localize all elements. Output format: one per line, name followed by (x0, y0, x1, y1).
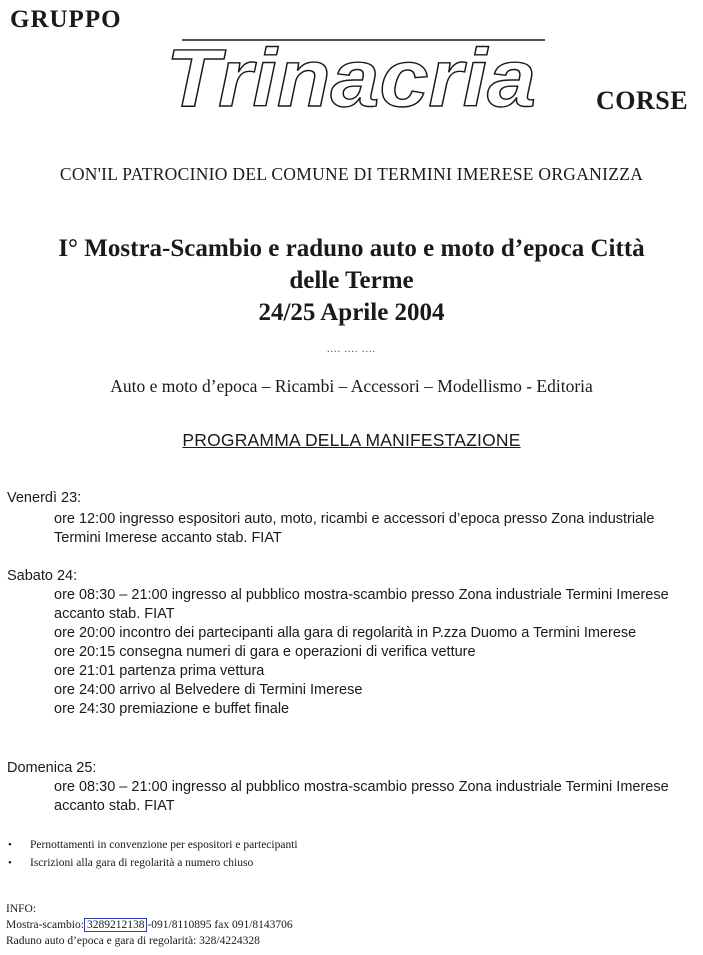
event-dates: 24/25 Aprile 2004 (258, 299, 445, 326)
event-title (20, 233, 683, 329)
trinacria-logo (160, 34, 550, 114)
info-mostra-line (6, 917, 293, 933)
day-label-friday: Venerdì 23: (7, 490, 82, 506)
event-item: ore 08:30 – 21:00 ingresso al pubblico mostra-scambio presso Zona industriale Termini Imerese accanto stab. FIAT (54, 779, 669, 814)
notes-list (8, 836, 298, 872)
mostra-phones: -091/8110895 fax 091/8143706 (147, 919, 293, 931)
event-item: ore 24:00 arrivo al Belvedere di Termini Imerese (54, 682, 363, 698)
categories-line: Auto e moto d’epoca – Ricambi – Accessori – Modellismo - Editoria (110, 376, 593, 396)
highlighted-phone: 3289212138 (84, 918, 148, 932)
info-block (6, 901, 293, 949)
day-events-saturday (54, 586, 694, 719)
patrocinio-line: CON'IL PATROCINIO DEL COMUNE DI TERMINI IMERESE ORGANIZZA (59, 164, 644, 184)
note-item: • Iscrizioni alla gara di regolarità a numero chiuso (8, 854, 298, 872)
event-title-line-2: delle Terme (289, 267, 414, 294)
day-label-saturday: Sabato 24: (7, 568, 78, 584)
gruppo-label: GRUPPO (10, 6, 122, 33)
day-label-sunday: Domenica 25: (7, 760, 97, 776)
event-item: ore 20:15 consegna numeri di gara e operazioni di verifica vetture (54, 644, 476, 660)
event-item: ore 20:00 incontro dei partecipanti alla gara di regolarità in P.zza Duomo a Termini Imerese (54, 625, 637, 641)
logo-text: Trinacria (166, 34, 536, 114)
corse-label: CORSE (596, 86, 689, 115)
event-item: ore 12:00 ingresso espositori auto, moto, ricambi e accessori d’epoca presso Zona industriale Termini Imerese accanto stab. FIAT (54, 511, 655, 546)
day-events-sunday (54, 778, 694, 816)
event-item: ore 08:30 – 21:00 ingresso al pubblico mostra-scambio presso Zona industriale Termini Imerese accanto stab. FIAT (54, 587, 669, 622)
day-events-friday (54, 510, 694, 548)
programme-heading: PROGRAMMA DELLA MANIFESTAZIONE (182, 430, 521, 450)
event-item: ore 21:01 partenza prima vettura (54, 663, 265, 679)
event-title-line-1: I° Mostra-Scambio e raduno auto e moto d’epoca Città (58, 235, 645, 262)
mostra-prefix: Mostra-scambio: (6, 919, 84, 931)
info-raduno-line: Raduno auto d’epoca e gara di regolarità: 328/4224328 (6, 935, 260, 947)
note-item: • Pernottamenti in convenzione per espositori e partecipanti (8, 836, 298, 854)
event-item: ore 24:30 premiazione e buffet finale (54, 701, 290, 717)
separator-dots: .... .... .... (327, 344, 376, 355)
info-label: INFO: (6, 903, 37, 915)
